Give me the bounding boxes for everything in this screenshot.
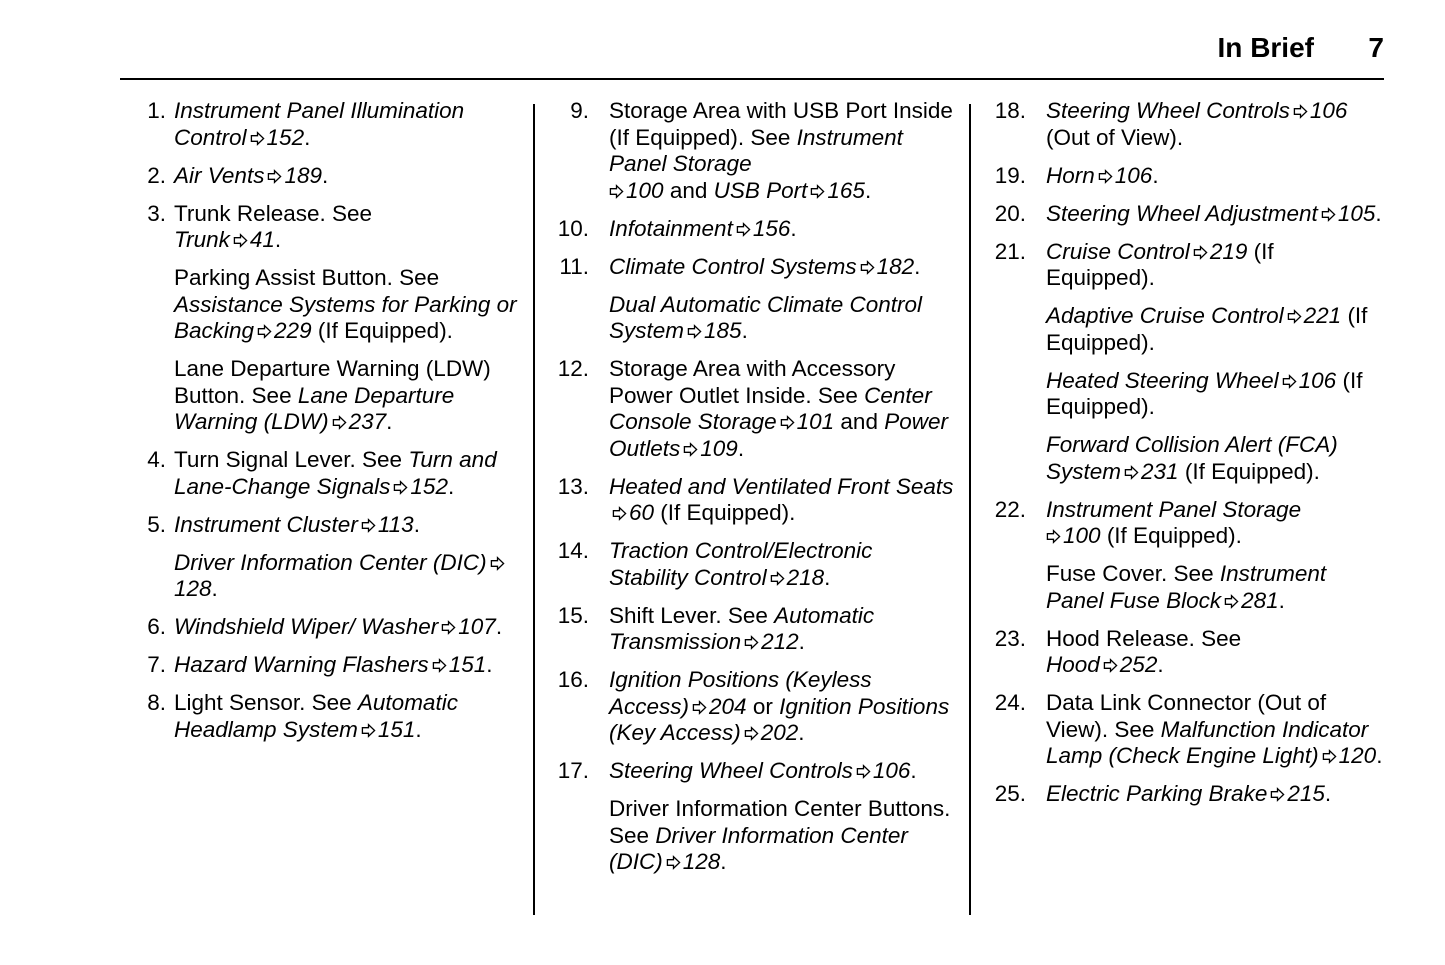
page-reference-arrow-icon — [1321, 207, 1336, 222]
item-number: 4. — [147, 447, 166, 472]
reference-title: Automatic Transmission — [609, 602, 875, 654]
page-reference-arrow-icon — [770, 571, 785, 586]
item-number: 9. — [570, 98, 589, 123]
page-reference: 218 — [786, 564, 825, 590]
callout-item-12: 12. Storage Area with Accessory Power Outlet Inside. See Center Console Storage 101 and Power Outlets 109. — [557, 356, 949, 461]
item-description: Driver Information Center Buttons. See — [609, 796, 951, 848]
item-number: 14. — [557, 538, 589, 563]
callout-item-4: 4. Turn Signal Lever. See Turn and Lane-Change Signals 152. — [132, 447, 527, 500]
reference-title: Hood — [1046, 652, 1100, 677]
reference-title: Driver Information Center (DIC) — [609, 822, 908, 874]
callout-item-11: 11. Climate Control Systems 182. — [557, 254, 957, 281]
callout-item-21-sub-fca: Forward Collision Alert (FCA) System 231 (If Equipped). — [1046, 432, 1338, 484]
callout-item-13: 13. Heated and Ventilated Front Seats60 (If Equipped). — [557, 473, 954, 525]
item-number: 23. — [994, 625, 1026, 651]
page-reference: 165 — [827, 177, 865, 203]
callout-item-25: 25. Electric Parking Brake 215. — [994, 781, 1332, 806]
page-reference: 128 — [682, 849, 721, 874]
item-number: 7. — [147, 652, 166, 677]
reference-title: Electric Parking Brake — [1046, 781, 1268, 806]
page-reference: 128 — [174, 576, 212, 601]
column-divider-1 — [533, 104, 535, 915]
page-reference-arrow-icon — [1193, 245, 1208, 260]
page-reference-arrow-icon — [1224, 594, 1239, 609]
page-reference-arrow-icon — [361, 518, 376, 533]
item-number: 25. — [994, 781, 1026, 806]
page-reference-arrow-icon — [361, 723, 376, 738]
page-reference-arrow-icon — [257, 324, 272, 339]
header-rule — [120, 78, 1384, 80]
page-reference: 100 — [626, 177, 664, 203]
reference-title: Heated and Ventilated Front Seats — [609, 473, 954, 499]
callout-item-1: 1. Instrument Panel Illumination Control 152. — [132, 98, 527, 151]
item-number: 5. — [147, 511, 166, 537]
callout-item-8: 8. Light Sensor. See Automatic Headlamp System 151. — [132, 690, 527, 743]
page-reference-arrow-icon — [736, 222, 751, 237]
page-reference: 41 — [249, 227, 275, 252]
callout-column-2 — [557, 98, 957, 887]
page-reference: 109 — [700, 435, 738, 461]
page-reference-arrow-icon — [1270, 787, 1285, 802]
page-reference-arrow-icon — [1282, 374, 1297, 389]
item-number: 10. — [557, 215, 589, 241]
page-reference-arrow-icon — [744, 635, 759, 650]
callout-item-18: 18. Steering Wheel Controls 106 (Out of View). — [994, 98, 1348, 150]
reference-title: Steering Wheel Controls — [609, 758, 853, 783]
page-reference-arrow-icon — [744, 726, 759, 741]
reference-title: Cruise Control — [1046, 238, 1190, 264]
item-description: Parking Assist Button. See — [174, 265, 440, 290]
item-number: 3. — [147, 200, 166, 226]
page-reference-arrow-icon — [233, 233, 248, 248]
callout-column-1 — [132, 98, 527, 755]
callout-item-10: 10. Infotainment 156. — [557, 215, 797, 241]
callout-item-9: 9. Storage Area with USB Port Inside (If Equipped). See Instrument Panel Storage 100 and USB Port 165. — [557, 98, 957, 204]
callout-item-22-sub-fuse-cover: Fuse Cover. See Instrument Panel Fuse Block 281. — [1046, 561, 1327, 613]
reference-title: Ignition Positions (Keyless Access) — [609, 667, 872, 719]
reference-title: Lane Departure Warning (LDW) — [174, 382, 455, 434]
item-description: Fuse Cover. See — [1046, 561, 1214, 586]
page-reference: 105 — [1337, 200, 1376, 226]
page-reference-arrow-icon — [1124, 465, 1139, 480]
reference-title: Adaptive Cruise Control — [1046, 303, 1284, 328]
page-reference-arrow-icon — [856, 764, 871, 779]
page-header — [0, 32, 1384, 76]
column-divider-2 — [969, 104, 971, 915]
item-description: Turn Signal Lever. See — [174, 447, 403, 472]
reference-title: Center Console Storage — [609, 382, 932, 434]
page-reference-arrow-icon — [441, 620, 456, 635]
item-number: 18. — [994, 98, 1026, 123]
callout-item-21: 21. Cruise Control 219 (If Equipped). — [994, 238, 1274, 290]
page-number: 7 — [1368, 32, 1384, 63]
page-reference: 182 — [876, 253, 915, 279]
item-description: Trunk Release. See — [174, 200, 373, 226]
reference-title: Windshield Wiper/ Washer — [174, 614, 439, 639]
item-description: Data Link Connector (Out of View). See — [1046, 690, 1327, 742]
page-reference: 189 — [284, 162, 322, 188]
callout-item-14: 14. Traction Control/Electronic Stability Control 218. — [557, 538, 873, 590]
item-number: 1. — [147, 98, 166, 123]
page-reference: 113 — [377, 511, 414, 537]
reference-title: Traction Control/Electronic Stability Control — [609, 538, 873, 590]
page-reference-arrow-icon — [687, 324, 702, 339]
item-number: 11. — [559, 253, 589, 279]
callout-item-3: 3. Trunk Release. See Trunk 41. — [132, 201, 527, 254]
callout-item-24: 24. Data Link Connector (Out of View). See Malfunction Indicator Lamp (Check Engine Light) 120. — [994, 690, 1383, 768]
reference-title: Turn and Lane-Change Signals — [174, 447, 497, 499]
page-reference: 101 — [796, 409, 835, 434]
page-reference-arrow-icon — [666, 855, 681, 870]
page-reference: 151 — [448, 652, 487, 677]
page-reference: 252 — [1119, 652, 1158, 677]
callout-item-20: 20. Steering Wheel Adjustment 105. — [994, 200, 1382, 226]
callout-item-22: 22. Instrument Panel Storage 100 (If Equipped). — [994, 496, 1302, 548]
item-number: 22. — [994, 496, 1026, 522]
page-reference: 185 — [704, 318, 742, 343]
reference-title: Heated Steering Wheel — [1046, 367, 1279, 393]
reference-title: Steering Wheel Adjustment — [1046, 200, 1318, 226]
reference-title: Malfunction Indicator Lamp (Check Engine Light) — [1046, 716, 1369, 768]
item-description: Hood Release. See — [1046, 625, 1242, 651]
page-reference: 106 — [872, 758, 911, 783]
item-number: 6. — [147, 614, 166, 639]
page-reference-arrow-icon — [780, 415, 795, 430]
item-number: 24. — [994, 690, 1026, 715]
page-reference: 215 — [1287, 781, 1325, 806]
page-reference-arrow-icon — [810, 184, 825, 199]
page-reference: 212 — [761, 629, 799, 654]
page-reference: 229 — [274, 318, 312, 343]
item-number: 15. — [557, 602, 589, 628]
page-reference: 100 — [1063, 523, 1101, 548]
page-reference-arrow-icon — [860, 260, 875, 275]
page-reference-arrow-icon — [1046, 529, 1061, 544]
callout-item-15: 15. Shift Lever. See Automatic Transmission 212. — [557, 602, 875, 654]
page-reference: 107 — [458, 614, 496, 639]
page-reference: 106 — [1114, 162, 1153, 188]
page-reference: 152 — [266, 124, 305, 150]
reference-title: Instrument Panel Storage — [609, 124, 903, 176]
item-number: 8. — [147, 690, 166, 715]
page-reference-arrow-icon — [393, 480, 408, 495]
reference-title: Assistance Systems for Parking or Backing — [174, 291, 517, 343]
page-reference: 151 — [377, 716, 416, 742]
item-description: Storage Area with USB Port Inside (If Equipped). See — [609, 98, 953, 150]
page-reference-arrow-icon — [1098, 169, 1113, 184]
page-reference: 281 — [1241, 587, 1279, 613]
reference-title: Hazard Warning Flashers — [174, 652, 429, 677]
reference-title: Climate Control Systems — [609, 253, 857, 279]
page-reference: 106 — [1298, 367, 1337, 393]
callout-item-21-sub-adaptive-cruise: Adaptive Cruise Control 221 (If Equipped). — [1046, 303, 1368, 355]
page-reference: 60 — [629, 500, 655, 525]
item-number: 13. — [557, 473, 589, 499]
item-number: 2. — [147, 162, 166, 188]
item-description: Storage Area with Accessory Power Outlet Inside. See — [609, 356, 896, 408]
page-reference: 156 — [752, 215, 791, 241]
reference-title: Instrument Panel Illumination Control — [174, 98, 465, 150]
page-reference: 202 — [760, 720, 799, 745]
item-number: 17. — [557, 758, 589, 783]
page-reference: 221 — [1303, 303, 1342, 328]
section-title: In Brief — [1217, 32, 1314, 63]
reference-title: Forward Collision Alert (FCA) System — [1046, 432, 1338, 484]
callout-item-23: 23. Hood Release. See Hood 252. — [994, 625, 1242, 677]
page-reference: 120 — [1338, 743, 1377, 768]
reference-title: Dual Automatic Climate Control System — [609, 291, 923, 343]
reference-title: Infotainment — [609, 215, 733, 241]
callout-item-5-sub-dic: Driver Information Center (DIC)128. — [132, 550, 527, 603]
item-number: 19. — [994, 162, 1026, 188]
reference-title: Air Vents — [174, 162, 265, 188]
reference-title: Trunk — [174, 227, 230, 252]
callout-item-19: 19. Horn 106. — [994, 162, 1159, 188]
callout-item-16: 16. Ignition Positions (Keyless Access) 204 or Ignition Positions (Key Access) 202. — [557, 667, 950, 745]
page-reference: 106 — [1309, 98, 1348, 123]
page-reference-arrow-icon — [250, 131, 265, 146]
page-reference-arrow-icon — [692, 700, 707, 715]
page-reference-arrow-icon — [683, 442, 698, 457]
page-reference-arrow-icon — [1293, 104, 1308, 119]
callout-item-3-sub-ldw: Lane Departure Warning (LDW) Button. See Lane Departure Warning (LDW) 237. — [174, 356, 491, 434]
reference-title: Automatic Headlamp System — [174, 690, 458, 742]
reference-title: Driver Information Center (DIC) — [174, 549, 487, 575]
page-reference-arrow-icon — [267, 169, 282, 184]
callout-item-6: 6. Windshield Wiper/ Washer 107. — [132, 614, 527, 641]
reference-title: Instrument Panel Fuse Block — [1046, 561, 1327, 613]
callout-item-17: 17. Steering Wheel Controls 106. — [557, 758, 917, 783]
reference-title: Horn — [1046, 162, 1095, 188]
page-reference-arrow-icon — [1103, 658, 1118, 673]
page-reference-arrow-icon — [1322, 749, 1337, 764]
callout-item-3-sub-parking-assist: Parking Assist Button. See Assistance Systems for Parking or Backing 229 (If Equipped). — [174, 265, 517, 343]
callout-column-3 — [994, 98, 1386, 819]
item-description: Light Sensor. See — [174, 690, 352, 715]
page-reference-arrow-icon — [609, 184, 624, 199]
reference-title: Steering Wheel Controls — [1046, 98, 1290, 123]
page-reference: 204 — [709, 693, 747, 719]
reference-title: Power Outlets — [609, 409, 949, 461]
page-reference-arrow-icon — [490, 556, 505, 571]
page-reference: 152 — [410, 473, 448, 499]
page-reference: 219 — [1209, 238, 1248, 264]
item-number: 21. — [994, 238, 1026, 264]
callout-item-11-sub-dual-climate: Dual Automatic Climate Control System 185. — [609, 291, 923, 343]
reference-title: USB Port — [713, 177, 808, 203]
item-number: 12. — [557, 356, 589, 381]
reference-title: Ignition Positions (Key Access) — [609, 693, 950, 745]
item-number: 20. — [994, 200, 1026, 226]
page-reference-arrow-icon — [432, 658, 447, 673]
page-reference: 237 — [348, 409, 387, 434]
callout-item-5: 5. Instrument Cluster 113. — [132, 512, 527, 539]
page-reference: 231 — [1141, 458, 1179, 484]
page-reference-arrow-icon — [612, 506, 627, 521]
callout-item-7: 7. Hazard Warning Flashers 151. — [132, 652, 527, 679]
reference-title: Instrument Panel Storage — [1046, 496, 1302, 522]
callout-item-17-sub-dic-buttons: Driver Information Center Buttons. See Driver Information Center (DIC) 128. — [609, 796, 951, 874]
item-description: Shift Lever. See — [609, 602, 768, 628]
page-reference-arrow-icon — [1287, 309, 1302, 324]
callout-item-2: 2. Air Vents 189. — [132, 163, 527, 190]
item-number: 16. — [557, 667, 589, 692]
reference-title: Instrument Cluster — [174, 511, 358, 537]
callout-item-21-sub-heated-wheel: Heated Steering Wheel 106 (If Equipped). — [1046, 367, 1363, 419]
page-reference-arrow-icon — [332, 415, 347, 430]
item-description: Lane Departure Warning (LDW) Button. See — [174, 356, 491, 408]
